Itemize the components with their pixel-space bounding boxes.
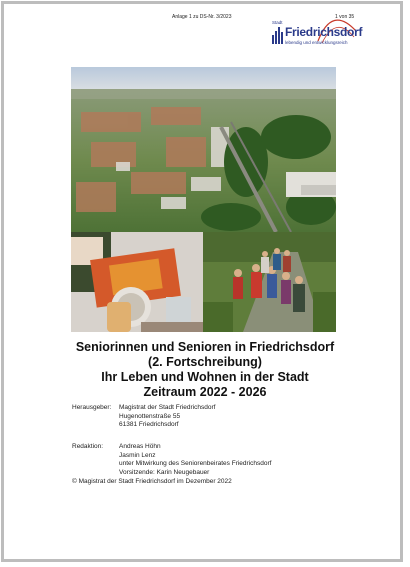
publisher-line: Hugenottenstraße 55 — [119, 412, 181, 420]
aerial-city-photo — [71, 67, 336, 232]
copyright-line: © Magistrat der Stadt Friedrichsdorf im Dezember 2022 — [72, 478, 232, 485]
editorial-line: unter Mitwirkung des Seniorenbeirates Friedrichsdorf — [119, 460, 272, 468]
editorial-line: Andreas Höhn — [119, 443, 161, 450]
painting-photo — [71, 232, 203, 332]
editorial-block — [72, 443, 362, 483]
logo-stadt-label: Stadt — [272, 20, 283, 25]
city-logo — [272, 11, 364, 55]
publisher-line: 61381 Friedrichsdorf — [119, 421, 179, 429]
title-line-4: Zeitraum 2022 - 2026 — [143, 385, 267, 399]
hikers-photo — [203, 232, 336, 332]
title-line-1: Seniorinnen und Senioren in Friedrichsdorf — [75, 340, 335, 354]
editorial-line: Vorsitzende: Karin Neugebauer — [119, 468, 210, 476]
publisher-block — [72, 404, 362, 434]
attachment-note: Anlage 1 zu DS-Nr. 3/2023 — [172, 14, 232, 20]
title-line-2: (2. Fortschreibung) — [148, 355, 262, 369]
page-number: 1 von 35 — [335, 14, 355, 20]
logo-name: Friedrichsdorf — [285, 25, 363, 39]
editorial-line: Jasmin Lenz — [119, 451, 156, 459]
document-title — [60, 340, 350, 400]
title-line-3: Ihr Leben und Wohnen in der Stadt — [101, 370, 309, 384]
editorial-label: Redaktion: — [72, 443, 104, 450]
publisher-line: Magistrat der Stadt Friedrichsdorf — [119, 404, 216, 411]
publisher-label: Herausgeber: — [72, 404, 112, 411]
logo-tagline: lebendig und entwicklungsreich — [285, 40, 348, 45]
logo-bars-icon — [272, 27, 283, 44]
